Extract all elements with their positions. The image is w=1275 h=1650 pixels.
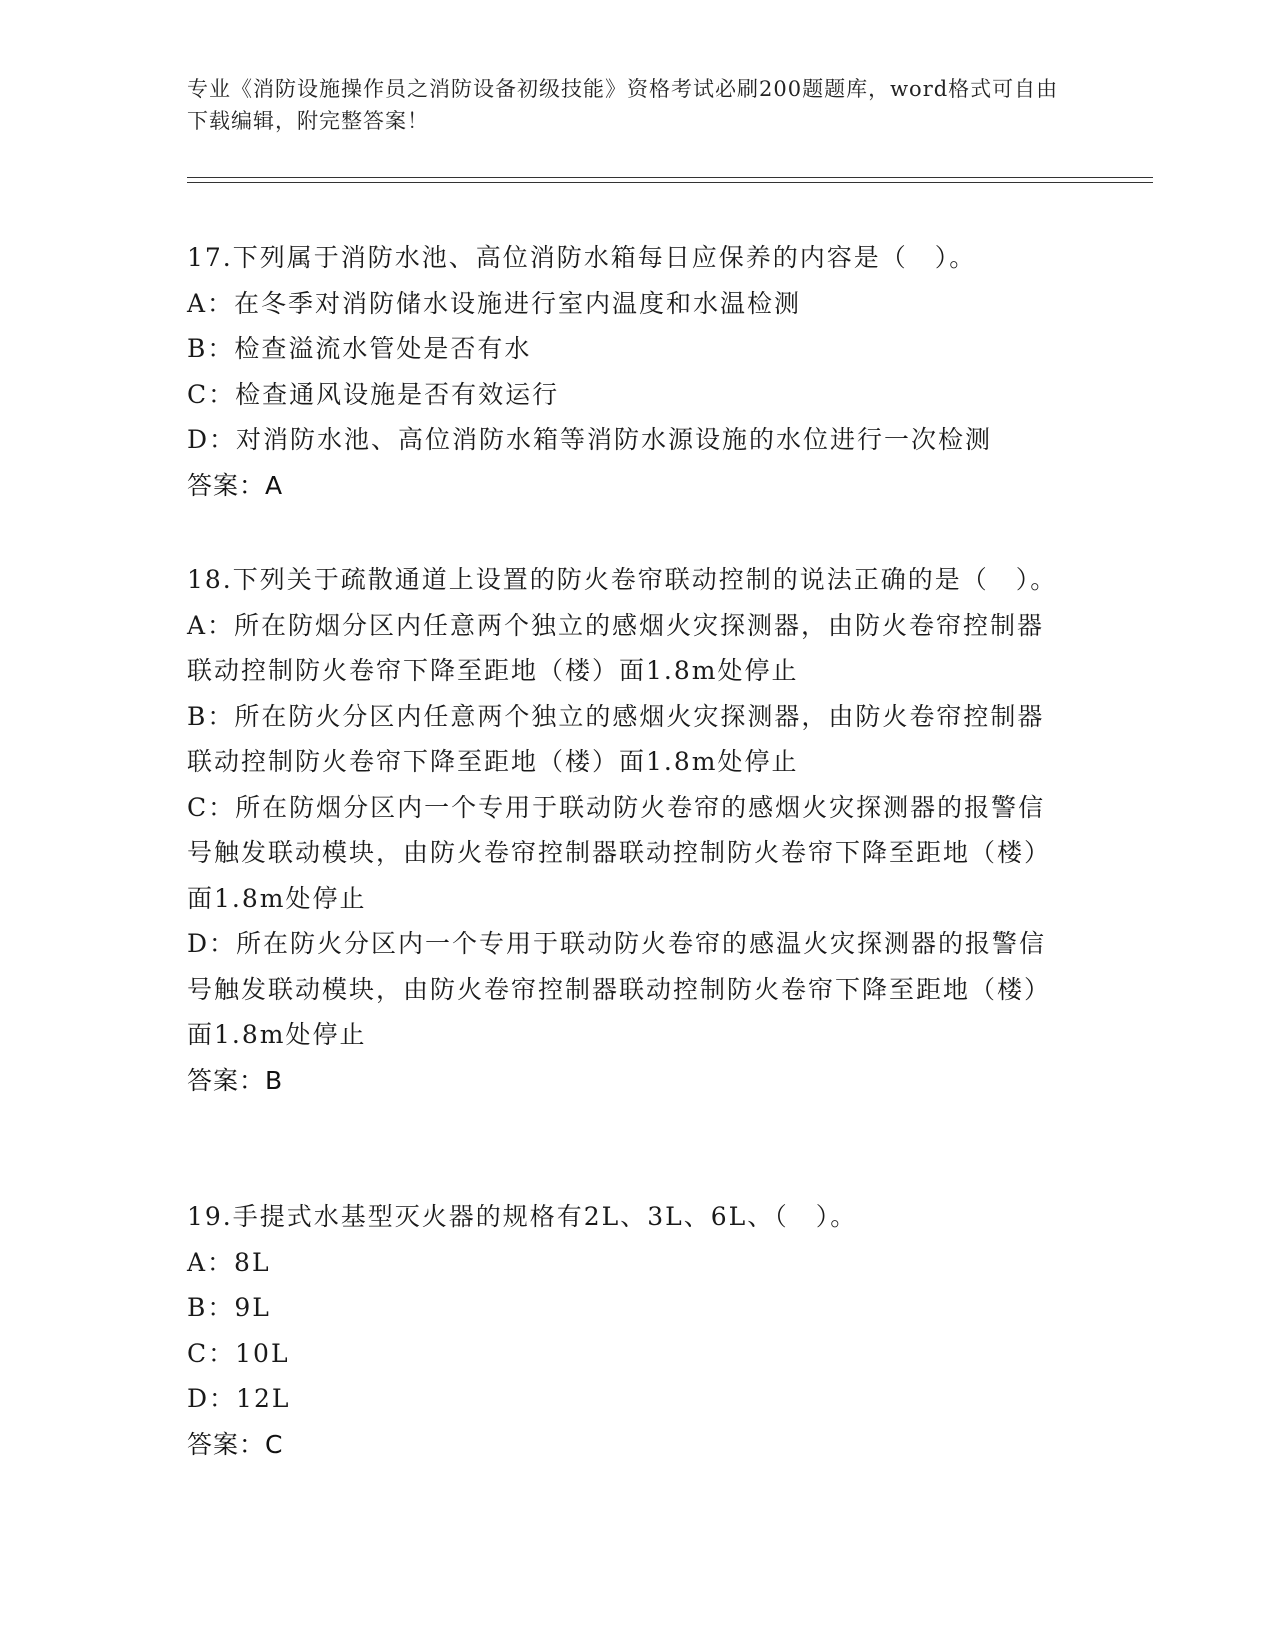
option-c: C：所在防烟分区内一个专用于联动防火卷帘的感烟火灾探测器的报警信号触发联动模块，由防火卷帘控制器联动控制防火卷帘下降至距地（楼）面1.8m处停止: [187, 792, 1052, 913]
question-18: [187, 557, 1067, 1103]
option-c: C：10L: [187, 1338, 290, 1368]
question-19: [187, 1194, 1067, 1467]
option-a: A：8L: [187, 1247, 271, 1277]
question-17: [187, 235, 1067, 508]
option-a: A：所在防烟分区内任意两个独立的感烟火灾探测器，由防火卷帘控制器联动控制防火卷帘下降至距地（楼）面1.8m处停止: [187, 610, 1045, 685]
option-a: A：在冬季对消防储水设施进行室内温度和水温检测: [187, 288, 802, 318]
option-c: C：检查通风设施是否有效运行: [187, 379, 560, 409]
question-stem: 18.下列关于疏散通道上设置的防火卷帘联动控制的说法正确的是（ ）。: [187, 565, 1058, 594]
option-d: D：所在防火分区内一个专用于联动防火卷帘的感温火灾探测器的报警信号触发联动模块，由防火卷帘控制器联动控制防火卷帘下降至距地（楼）面1.8m处停止: [187, 929, 1052, 1049]
question-stem: 17.下列属于消防水池、高位消防水箱每日应保养的内容是（ ）。: [187, 243, 977, 272]
document-header: 专业《消防设施操作员之消防设备初级技能》资格考试必刷200题题库，word格式可自由下载编辑，附完整答案！: [187, 77, 1059, 133]
option-b: B：所在防火分区内任意两个独立的感烟火灾探测器，由防火卷帘控制器联动控制防火卷帘下降至距地（楼）面1.8m处停止: [187, 701, 1045, 776]
option-b: B：9L: [187, 1293, 271, 1322]
option-d: D：对消防水池、高位消防水箱等消防水源设施的水位进行一次检测: [187, 425, 993, 454]
question-stem: 19.手提式水基型灭火器的规格有2L、3L、6L、（ ）。: [187, 1202, 858, 1231]
header-divider-bottom: [187, 182, 1153, 183]
answer: 答案：B: [187, 1065, 284, 1095]
answer: 答案：C: [187, 1429, 284, 1459]
option-d: D：12L: [187, 1384, 291, 1413]
answer: 答案：A: [187, 470, 284, 500]
header-divider-top: [187, 177, 1153, 178]
option-b: B：检查溢流水管处是否有水: [187, 334, 532, 363]
